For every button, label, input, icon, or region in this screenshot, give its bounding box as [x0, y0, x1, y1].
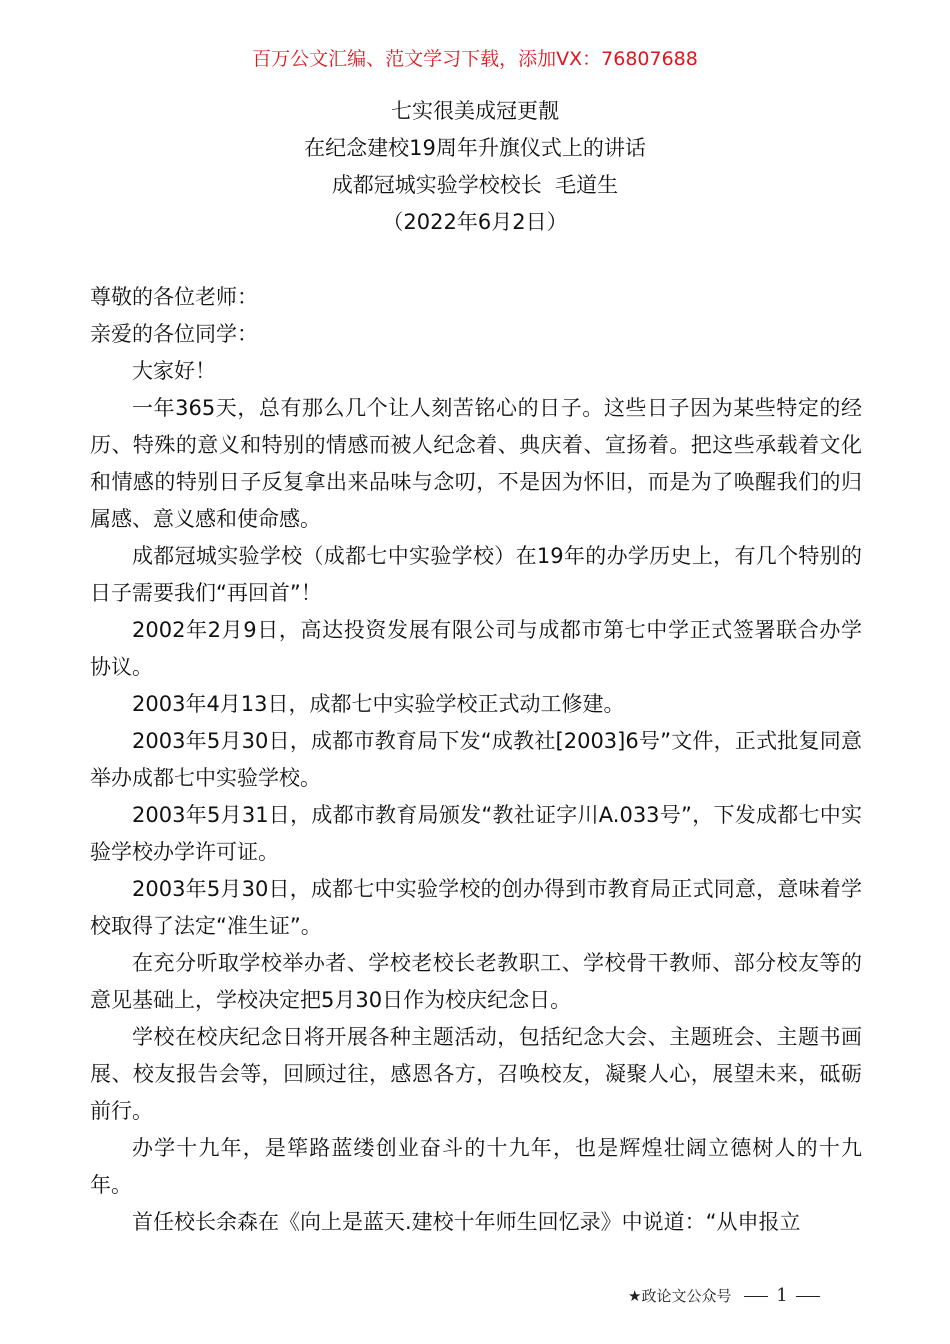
document-date: （2022年6月2日） [382, 210, 568, 234]
page-number: 1 [776, 1285, 788, 1306]
paragraph: 2003年5月31日，成都市教育局颁发“教社证字川A.033号”，下发成都七中实验学校办学许可证。 [90, 803, 862, 864]
document-subtitle: 在纪念建校19周年升旗仪式上的讲话 [304, 136, 646, 160]
title-block [0, 93, 950, 241]
paragraph: 2003年5月30日，成都七中实验学校的创办得到市教育局正式同意，意味着学校取得了法定“准生证”。 [90, 877, 862, 938]
document-heading: 七实很美成冠更靓 [391, 99, 559, 123]
paragraph: 在充分听取学校举办者、学校老校长老教职工、学校骨干教师、部分校友等的意见基础上，学校决定把5月30日作为校庆纪念日。 [90, 951, 862, 1012]
salutation-students: 亲爱的各位同学： [90, 322, 258, 346]
watermark-banner: 百万公文汇编、范文学习下载，添加VX：76807688 [252, 48, 698, 70]
paragraph-greeting: 大家好！ [132, 359, 216, 383]
footer-dash-left [744, 1296, 768, 1297]
paragraph: 2003年4月13日，成都七中实验学校正式动工修建。 [132, 692, 625, 716]
footer-source: ★政论文公众号 [628, 1287, 732, 1305]
speech-body [90, 279, 862, 1241]
paragraph: 一年365天，总有那么几个让人刻苦铭心的日子。这些日子因为某些特定的经历、特殊的意义和特别的情感而被人纪念着、典庆着、宣扬着。把这些承载着文化和情感的特别日子反复拿出来品味与念叨，不是因为怀旧，而是为了唤醒我们的归属感、意义感和使命感。 [90, 396, 862, 531]
footer-dash-right [796, 1296, 820, 1297]
paragraph: 2002年2月9日，高达投资发展有限公司与成都市第七中学正式签署联合办学协议。 [90, 618, 862, 679]
paragraph: 2003年5月30日，成都市教育局下发“成教社[2003]6号”文件，正式批复同意举办成都七中实验学校。 [90, 729, 862, 790]
paragraph: 学校在校庆纪念日将开展各种主题活动，包括纪念大会、主题班会、主题书画展、校友报告会等，回顾过往，感恩各方，召唤校友，凝聚人心，展望未来，砥砺前行。 [90, 1025, 862, 1123]
paragraph: 成都冠城实验学校（成都七中实验学校）在19年的办学历史上，有几个特别的日子需要我们“再回首”！ [90, 544, 862, 605]
paragraph: 办学十九年，是筚路蓝缕创业奋斗的十九年，也是辉煌壮阔立德树人的十九年。 [90, 1136, 862, 1197]
paragraph: 首任校长余森在《向上是蓝天.建校十年师生回忆录》中说道：“从申报立 [132, 1210, 801, 1234]
document-author: 成都冠城实验学校校长 毛道生 [331, 173, 619, 197]
page-footer [628, 1284, 828, 1308]
salutation-teachers: 尊敬的各位老师： [90, 285, 258, 309]
